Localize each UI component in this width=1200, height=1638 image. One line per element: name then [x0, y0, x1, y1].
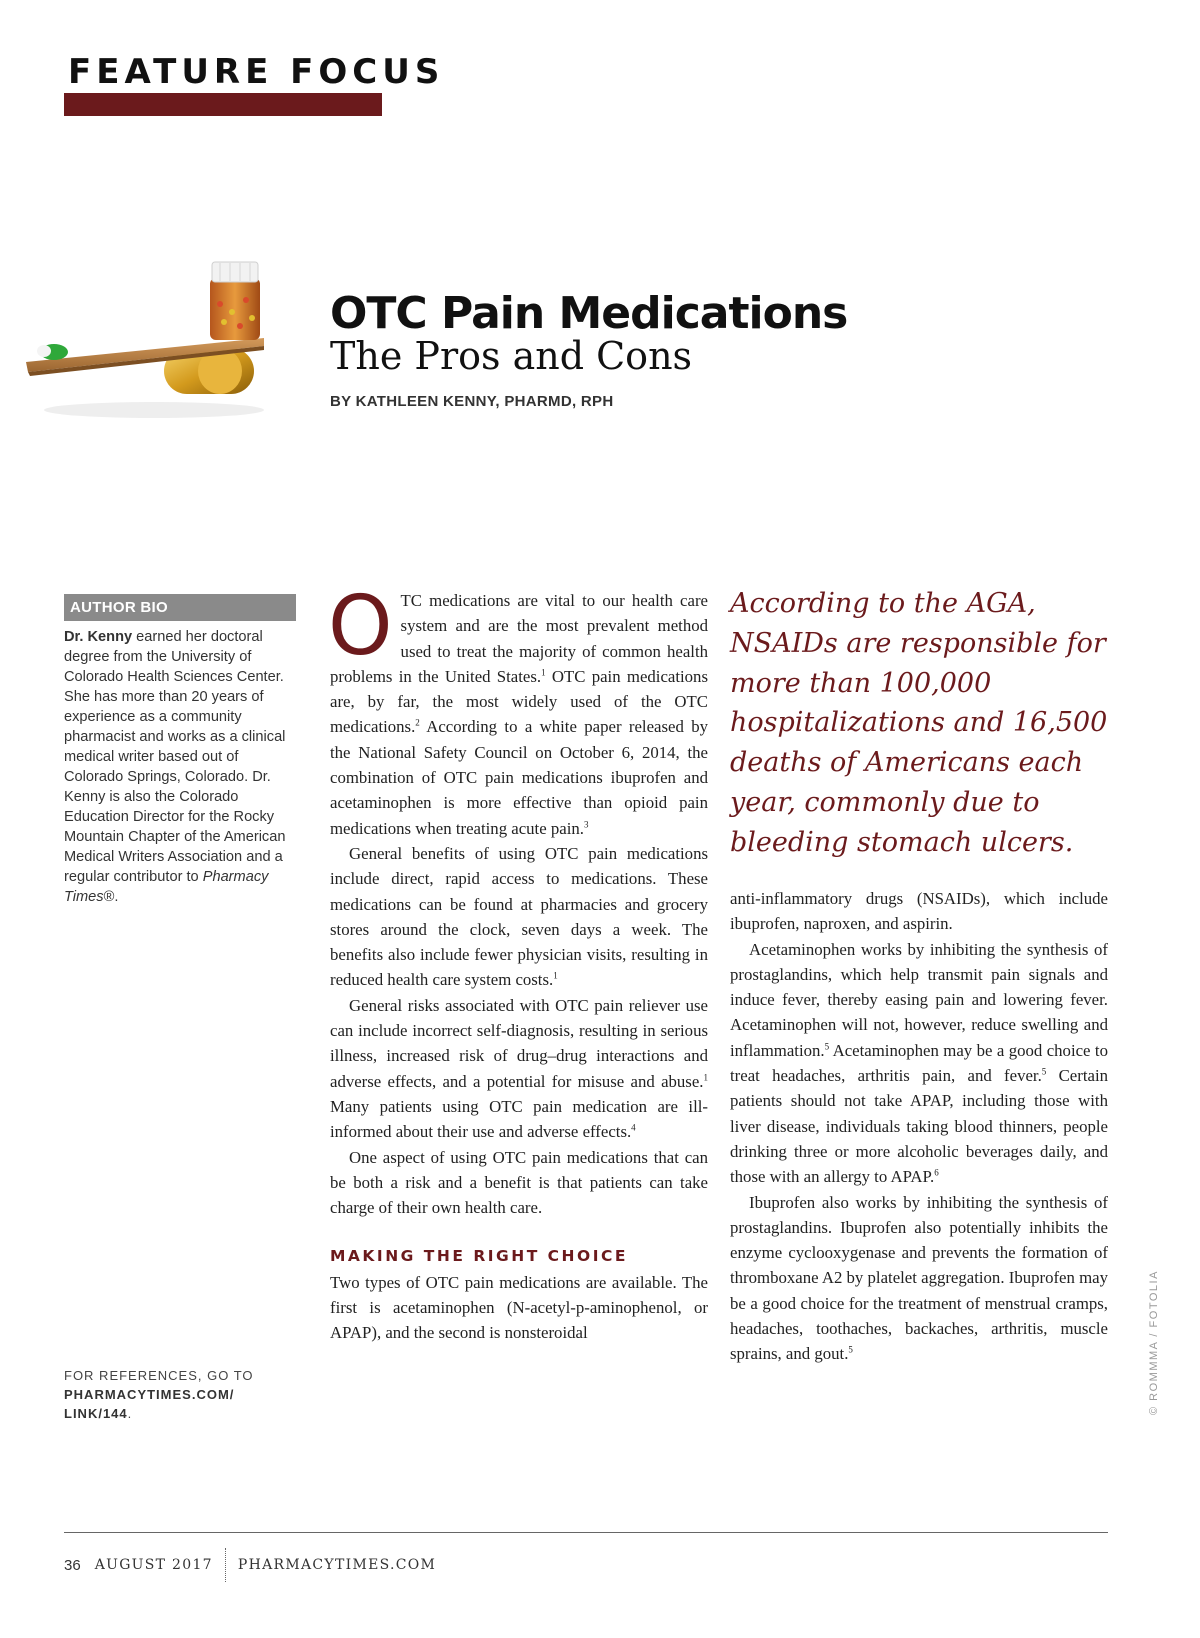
- section-label: FEATURE FOCUS: [68, 52, 445, 92]
- author-bio: [64, 594, 296, 907]
- article-subtitle: The Pros and Cons: [330, 334, 693, 378]
- section-bar: [64, 93, 382, 116]
- trademark-mark: ®.: [103, 889, 119, 905]
- body-column-2: [730, 886, 1108, 1367]
- references-note: [64, 1366, 304, 1423]
- body-paragraph: OTC medications are vital to our health care system and are the most prevalent method used to treat the majority of common health problems in the United States.$^1$ OTC pain medications are, by far, the most widely used of the OTC medications.$^2$ According to a white paper released by the National Safety Council on October 6, 2014, the combination of OTC pain medications ibuprofen and acetaminophen is more effective than opioid pain medications when treating acute pain.$^3$: [328, 579, 708, 838]
- photo-credit: © ROMMMA / FOTOLIA: [1148, 1270, 1160, 1415]
- page-number: 36: [64, 1556, 81, 1574]
- references-suffix: .: [127, 1406, 133, 1421]
- body-paragraph: Two types of OTC pain medications are available. The first is acetaminophen (N-acetyl-p-aminophenol, or APAP), and the second is nonsteroidal: [330, 1272, 708, 1343]
- article-byline: BY KATHLEEN KENNY, PHARMD, RPH: [330, 393, 614, 410]
- body-paragraph: General benefits of using OTC pain medications include direct, rapid access to medications. These medications can be found at pharmacies and grocery stores around the clock, seven days a week. The benefits also include fewer physician visits, resulting in reduced health care system costs.$^1$: [330, 843, 708, 990]
- issue-date: AUGUST 2017: [94, 1557, 213, 1573]
- page-footer: [64, 1548, 436, 1582]
- author-bio-text: [64, 627, 296, 907]
- body-paragraph: anti-inflammatory drugs (NSAIDs), which include ibuprofen, naproxen, and aspirin.: [730, 889, 1108, 934]
- body-column-1: [328, 579, 708, 1346]
- section-heading: MAKING THE RIGHT CHOICE: [330, 1247, 628, 1266]
- author-bio-heading: AUTHOR BIO: [64, 594, 296, 621]
- pull-quote: According to the AGA, NSAIDs are responsible for more than 100,000 hospitalizations and 16,500 deaths of Americans each year, commonly due to bleeding stomach ulcers.: [730, 588, 1108, 858]
- author-bio-body: earned her doctoral degree from the University of Colorado Health Sciences Center. She has more than 20 years of experience as a community pharmacist and works as a clinical medical writer based out of Colorado Springs, Colorado. Dr. Kenny is also the Colorado Education Director for the Rocky Mountain Chapter of the American Medical Writers Association and a regular contributor to: [64, 629, 286, 885]
- references-link[interactable]: PHARMACYTIMES.COM/ LINK/144: [64, 1387, 235, 1421]
- references-prefix: FOR REFERENCES, GO TO: [64, 1368, 254, 1383]
- publication-name: Pharmacy Times: [64, 869, 269, 905]
- body-paragraph: General risks associated with OTC pain reliever use can include incorrect self-diagnosis, resulting in serious illness, increased risk of drug–drug interactions and adverse effects, and a potential for misuse and abuse.$^1$ Many patients using OTC pain medication are ill-informed about their use and adverse effects.$^4$: [330, 995, 708, 1142]
- balance-scale-illustration: [24, 260, 284, 430]
- footer-separator: [225, 1548, 226, 1582]
- body-paragraph: Acetaminophen works by inhibiting the synthesis of prostaglandins, which help transmit pain signals and induce fever, thereby easing pain and lowering fever. Acetaminophen will not, however, reduce swelling and inflammation.$^5$ Acetaminophen may be a good choice to treat headaches, arthritis pain, and fever.$^5$ Certain patients should not take APAP, including those with liver disease, individuals taking blood thinners, people drinking three or more alcoholic beverages daily, and those with an allergy to APAP.$^6$: [730, 939, 1109, 1187]
- drop-cap: O: [328, 579, 393, 674]
- body-paragraph: Ibuprofen also works by inhibiting the synthesis of prostaglandins. Ibuprofen also potentially inhibits the enzyme cyclooxygenase and prevents the formation of thromboxane A2 by platelet aggregation. Ibuprofen may be a good choice for the treatment of menstrual cramps, headaches, toothaches, backaches, arthritis, muscle sprains, and gout.$^5$: [730, 1192, 1108, 1364]
- site-name[interactable]: PHARMACYTIMES.COM: [237, 1557, 437, 1573]
- article-title: OTC Pain Medications: [330, 288, 848, 339]
- body-paragraph: One aspect of using OTC pain medications that can be both a risk and a benefit is that patients can take charge of their own health care.: [330, 1147, 708, 1218]
- footer-rule: [64, 1532, 1108, 1533]
- author-name: Dr. Kenny: [64, 629, 133, 645]
